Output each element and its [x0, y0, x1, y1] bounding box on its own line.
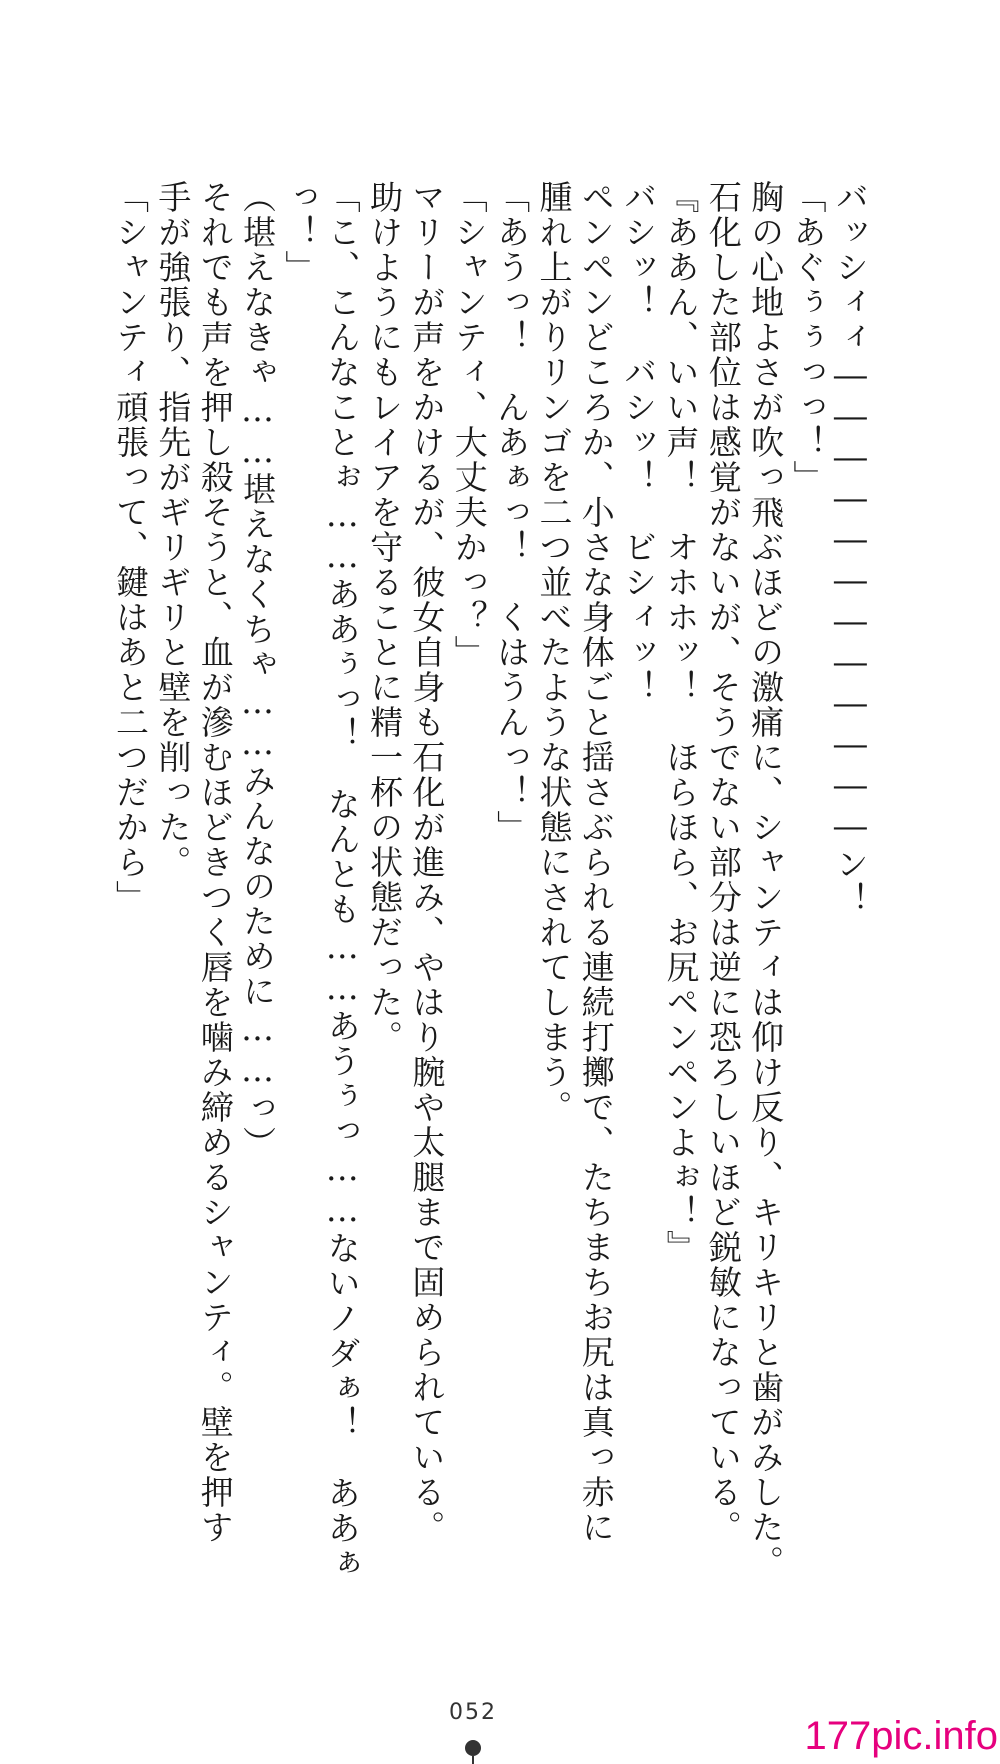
text-column: っ！」: [280, 180, 320, 285]
text-column: バシッ！ バシッ！ ビシィッ！: [619, 180, 659, 705]
text-column: 石化した部位は感覚がないが、そうでない部分は逆に恐ろしいほど鋭敏になっている。: [703, 180, 743, 1545]
text-column: ペンペンどころか、小さな身体ごと揺さぶられる連続打擲で、たちまちお尻は真っ赤に: [576, 180, 616, 1545]
text-column: それでも声を押し殺そうと、血が滲むほどきつく唇を噛み締めるシャンティ。壁を押す: [195, 180, 235, 1545]
text-column: 手が強張り、指先がギリギリと壁を削った。: [153, 180, 193, 880]
vertical-text-body: [110, 180, 870, 1581]
text-column: バッシィィ――――――――――――ン！: [830, 180, 870, 917]
text-column: 「あぐぅぅっっ！」: [788, 180, 828, 495]
text-column: 「あうっ！ んあぁっ！ くはうんっ！」: [492, 180, 532, 845]
text-column: 腫れ上がりリンゴを二つ並べたような状態にされてしまう。: [534, 180, 574, 1125]
watermark: 177pic.info: [800, 1708, 1000, 1764]
page-marker-tick: [472, 1756, 474, 1764]
text-column: 胸の心地よさが吹っ飛ぶほどの激痛に、シャンティは仰け反り、キリキリと歯がみした。: [746, 180, 786, 1580]
text-column: 「シャンティ、大丈夫かっ？」: [449, 180, 489, 670]
text-column: （堪えなきゃ……堪えなくちゃ……みんなのために……っ）: [238, 180, 278, 1161]
text-column: 助けようにもレイアを守ることに精一杯の状態だった。: [365, 180, 405, 1055]
text-column: マリーが声をかけるが、彼女自身も石化が進み、やはり腕や太腿まで固められている。: [407, 180, 447, 1545]
text-column: 「シャンティ頑張って、鍵はあと二つだから」: [111, 180, 150, 915]
text-column: 『ああん、いい声！ オホホッ！ ほらほら、お尻ペンペンよぉ！』: [661, 180, 701, 1265]
page-number: 052: [449, 1700, 497, 1725]
text-column: 「こ、こんなことぉ……ああぅっ！ なんとも……あうぅっ……ないノダぁ！ ああぁ: [322, 180, 362, 1581]
page-marker-dot-icon: [465, 1740, 481, 1756]
